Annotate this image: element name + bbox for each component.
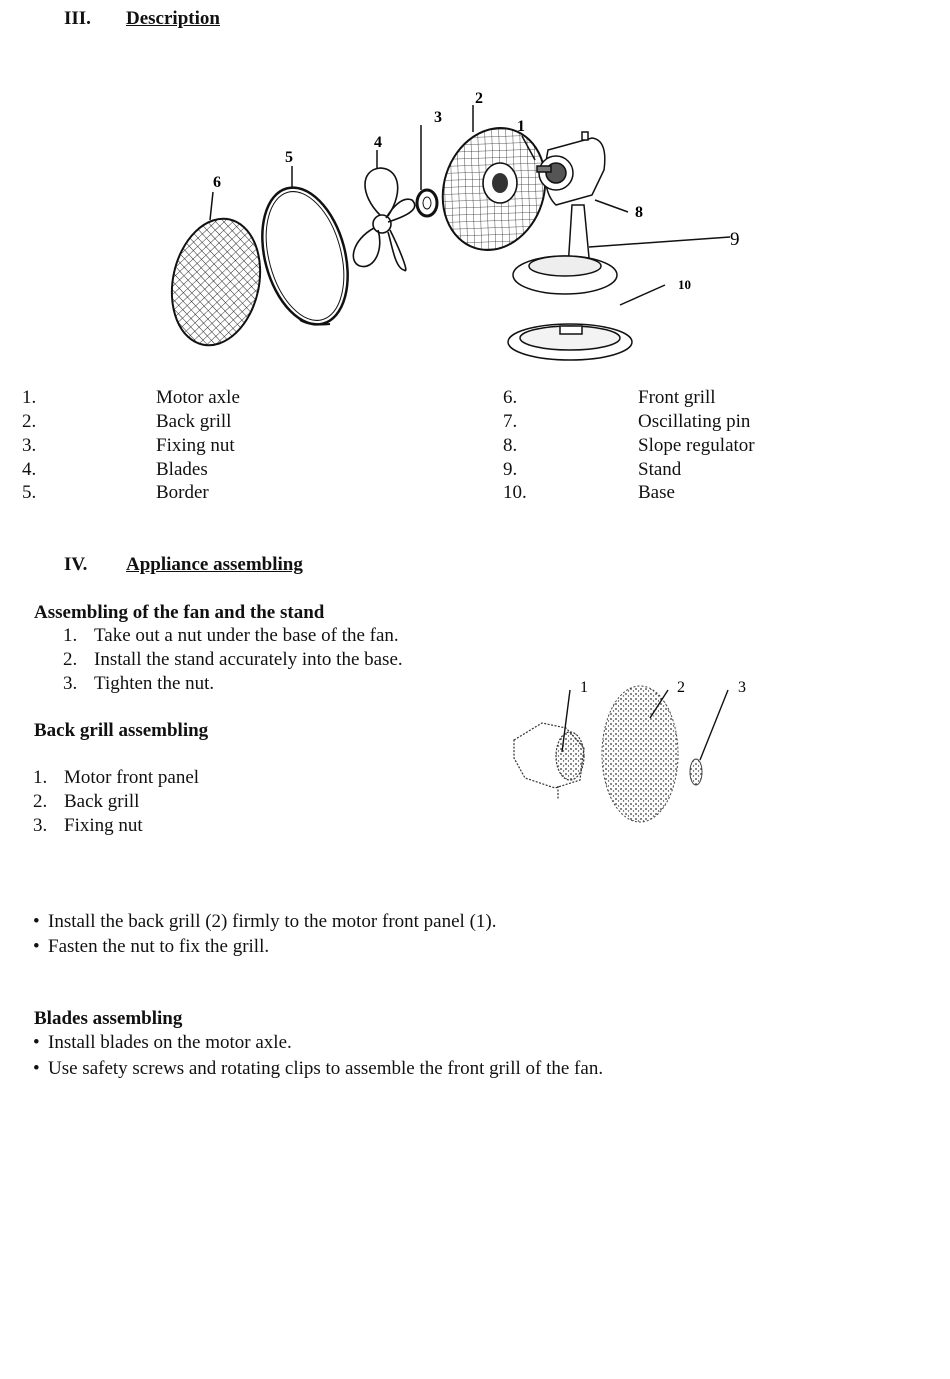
back-grill-drawing — [427, 115, 560, 264]
step-number: 1. — [63, 625, 78, 646]
step-text: Install the stand accurately into the base. — [94, 649, 403, 670]
callout-6: 6 — [213, 174, 221, 191]
motor-front-panel-drawing — [514, 723, 584, 800]
step-text: Tighten the nut. — [94, 673, 215, 694]
part-number: 3. — [22, 435, 37, 456]
part-name: Oscillating pin — [638, 411, 751, 432]
item-text: Back grill — [64, 791, 140, 812]
back-grill-heading: Back grill assembling — [34, 720, 209, 741]
step-number: 2. — [63, 649, 78, 670]
exploded-fan-diagram — [0, 0, 950, 380]
callout-1: 1 — [580, 679, 588, 696]
back-grill-speckle-drawing — [602, 686, 678, 822]
bullet-text: Install blades on the motor axle. — [48, 1032, 292, 1053]
part-number: 5. — [22, 482, 37, 503]
section-3-title: Description — [126, 8, 220, 29]
step-number: 3. — [63, 673, 78, 694]
callout-9: 9 — [730, 229, 740, 250]
part-name: Border — [156, 482, 209, 503]
bullet-text: Fasten the nut to fix the grill. — [48, 936, 270, 957]
bullet-icon: • — [33, 936, 40, 957]
bullet-icon: • — [33, 911, 40, 932]
part-number: 9. — [503, 459, 518, 480]
item-text: Fixing nut — [64, 815, 143, 836]
callout-4: 4 — [374, 134, 382, 151]
part-name: Motor axle — [156, 387, 240, 408]
part-number: 4. — [22, 459, 37, 480]
part-number: 10. — [503, 482, 527, 503]
front-grill-drawing — [161, 210, 272, 353]
callout-3: 3 — [434, 109, 442, 126]
back-grill-assembly-diagram — [500, 668, 800, 838]
part-name: Base — [638, 482, 675, 503]
bullet-icon: • — [33, 1058, 40, 1079]
callout-2: 2 — [677, 679, 685, 696]
bullet-icon: • — [33, 1032, 40, 1053]
part-name: Stand — [638, 459, 682, 480]
item-number: 1. — [33, 767, 48, 788]
part-number: 1. — [22, 387, 37, 408]
part-number: 7. — [503, 411, 518, 432]
fan-stand-heading: Assembling of the fan and the stand — [34, 602, 325, 623]
part-name: Back grill — [156, 411, 232, 432]
item-number: 2. — [33, 791, 48, 812]
fixing-nut-speckle-drawing — [690, 759, 702, 785]
border-ring-drawing — [248, 178, 362, 334]
fixing-nut-drawing — [417, 190, 437, 216]
callout-2: 2 — [475, 90, 483, 107]
part-name: Slope regulator — [638, 435, 755, 456]
callout-10: 10 — [678, 277, 691, 292]
base-drawing — [508, 324, 632, 360]
bullet-text: Install the back grill (2) firmly to the motor front panel (1). — [48, 911, 497, 932]
callout-1: 1 — [517, 118, 525, 135]
blades-heading: Blades assembling — [34, 1008, 183, 1029]
step-text: Take out a nut under the base of the fan. — [94, 625, 399, 646]
callout-8: 8 — [635, 204, 643, 221]
blades-drawing — [353, 168, 414, 271]
section-4-title: Appliance assembling — [126, 554, 303, 575]
part-name: Front grill — [638, 387, 716, 408]
part-number: 2. — [22, 411, 37, 432]
part-number: 8. — [503, 435, 518, 456]
item-text: Motor front panel — [64, 767, 200, 788]
part-name: Fixing nut — [156, 435, 235, 456]
bullet-text: Use safety screws and rotating clips to assemble the front grill of the fan. — [48, 1058, 604, 1079]
callout-3: 3 — [738, 679, 746, 696]
section-3-number: III. — [64, 8, 91, 29]
part-name: Blades — [156, 459, 208, 480]
item-number: 3. — [33, 815, 48, 836]
part-number: 6. — [503, 387, 518, 408]
section-4-number: IV. — [64, 554, 88, 575]
callout-5: 5 — [285, 149, 293, 166]
